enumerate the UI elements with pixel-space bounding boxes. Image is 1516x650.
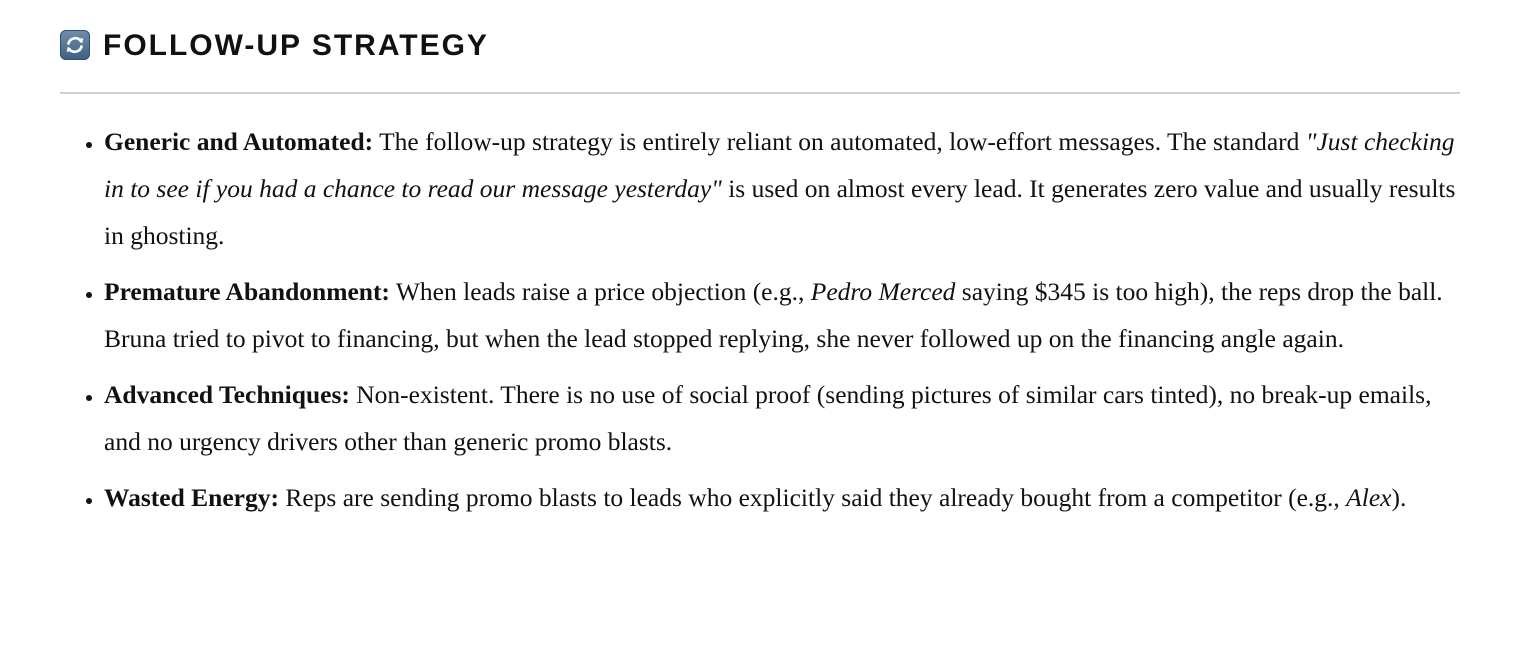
item-text: Non-existent. There is no use of social proof (sending pictures of similar cars tinted), no break-up emails, and no urgency drivers other than generic promo blasts. xyxy=(104,380,1432,456)
item-label: Advanced Techniques: xyxy=(104,380,350,409)
findings-list xyxy=(60,118,1460,521)
item-text: Reps are sending promo blasts to leads who explicitly said they already bought from a competitor (e.g., xyxy=(278,483,1347,512)
item-text: saying $345 is too high), the reps drop the ball. Bruna tried to pivot to financing, but when the lead stopped replying, she never followed up on the financing angle again. xyxy=(104,277,1443,353)
follow-up-strategy-section xyxy=(60,0,1460,521)
list-item-premature-abandonment xyxy=(104,268,1460,362)
item-text: When leads raise a price objection (e.g., xyxy=(389,277,811,306)
section-header xyxy=(60,0,1460,94)
list-item-wasted-energy xyxy=(104,474,1460,521)
item-text: The follow-up strategy is entirely reliant on automated, low-effort messages. The standard xyxy=(373,127,1306,156)
item-text: ). xyxy=(1391,483,1407,512)
item-lead-name: Alex xyxy=(1346,483,1392,512)
item-label: Generic and Automated: xyxy=(104,127,374,156)
item-label: Wasted Energy: xyxy=(104,483,279,512)
item-text: is used on almost every lead. It generates zero value and usually results in ghosting. xyxy=(104,174,1456,250)
item-label: Premature Abandonment: xyxy=(104,277,390,306)
item-lead-name: Pedro Merced xyxy=(810,277,956,306)
refresh-arrows-icon xyxy=(60,30,90,60)
section-title: FOLLOW-UP STRATEGY xyxy=(103,28,489,62)
list-item-generic-automated xyxy=(104,118,1460,259)
list-item-advanced-techniques xyxy=(104,371,1460,465)
item-quote: "Just checking in to see if you had a chance to read our message yesterday" xyxy=(104,127,1455,203)
